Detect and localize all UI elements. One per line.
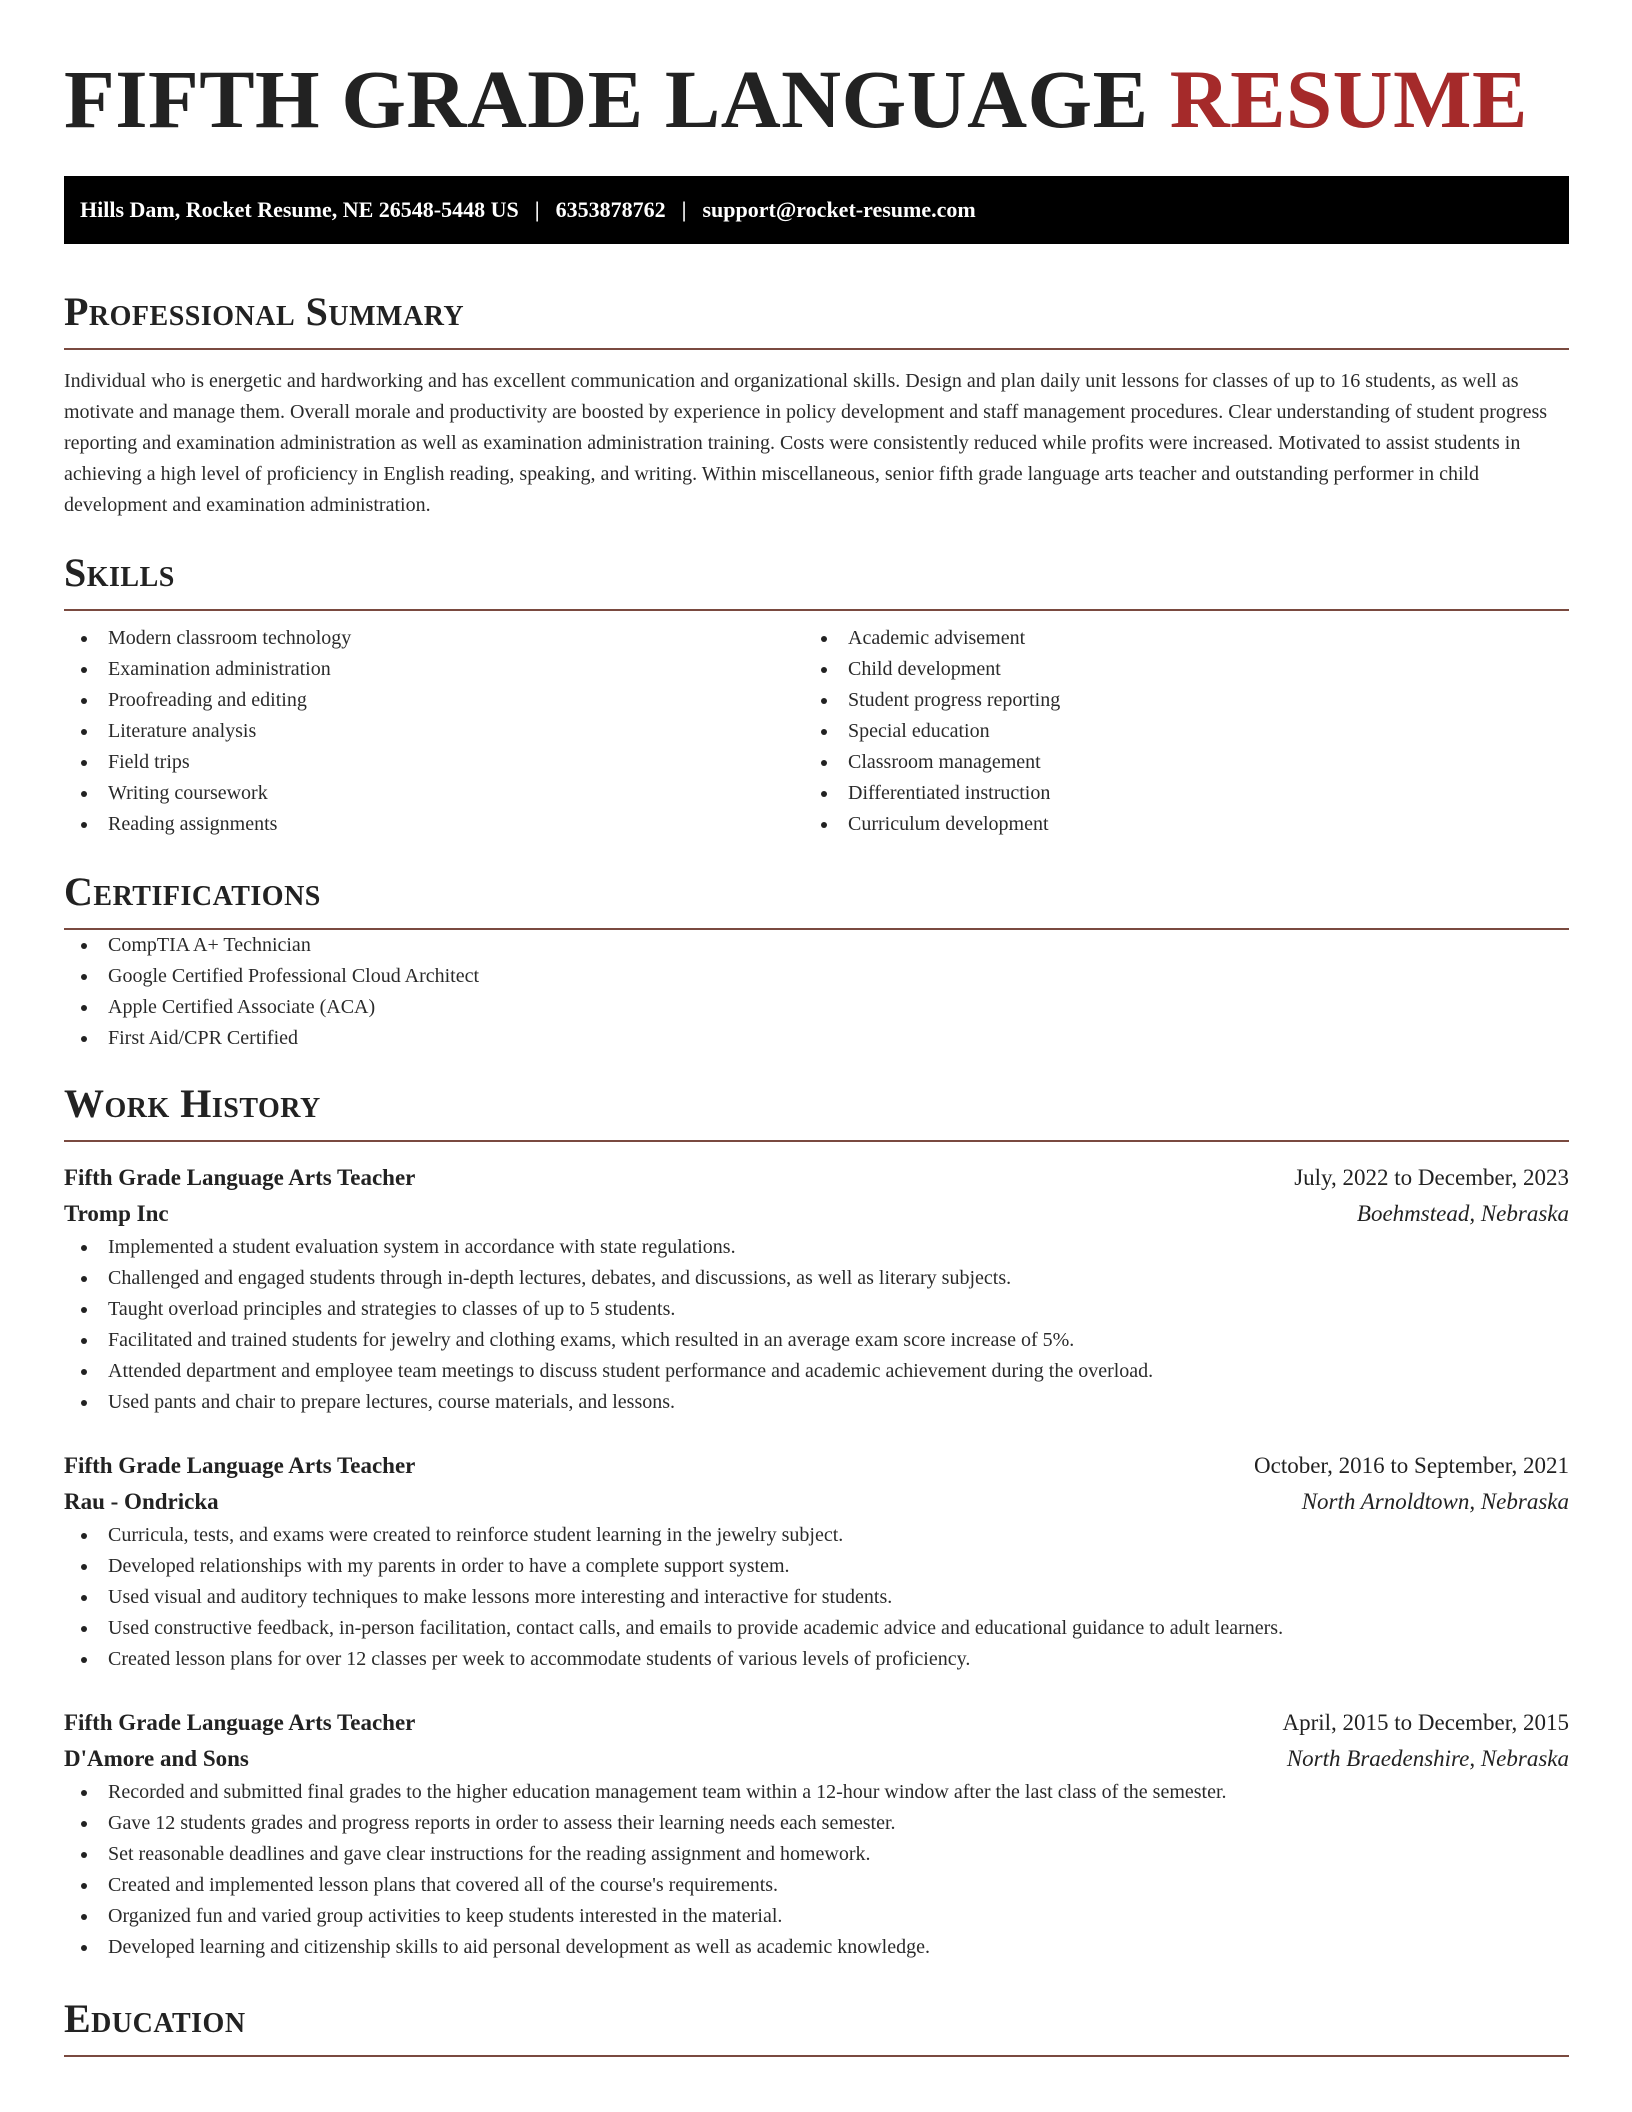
title-accent: RESUME	[1169, 53, 1528, 145]
job-duty-item: Curricula, tests, and exams were created to reinforce student learning in the jewelry subject.	[64, 1520, 1569, 1551]
certifications-list	[64, 930, 1569, 1054]
job-entry	[64, 1705, 1569, 1963]
skill-item: Student progress reporting	[804, 685, 1544, 716]
summary-text: Individual who is energetic and hardworking and has excellent communication and organizational skills. Design and plan daily unit lessons for classes of up to 16 students, as well as motivate and manage them. Overall morale and productivity are boosted by experience in policy development and staff management procedures. Clear understanding of student progress reporting and examination administration as well as examination administration training. Costs were consistently reduced while profits were increased. Motivated to assist students in achieving a high level of proficiency in English reading, speaking, and writing. Within miscellaneous, senior fifth grade language arts teacher and outstanding performer in child development and examination administration.	[64, 370, 1548, 516]
job-company: Rau - Ondricka	[64, 1489, 219, 1514]
job-entry	[64, 1448, 1569, 1675]
job-duty-item: Attended department and employee team meetings to discuss student performance and academic achievement during the overload.	[64, 1356, 1569, 1387]
certification-item: First Aid/CPR Certified	[64, 1023, 1569, 1054]
contact-bar	[64, 176, 1569, 244]
job-duties-list	[64, 1520, 1569, 1675]
job-company: Tromp Inc	[64, 1201, 169, 1226]
summary-heading: Professional Summary	[64, 288, 1569, 350]
job-title: Fifth Grade Language Arts Teacher	[64, 1710, 416, 1735]
skill-item: Modern classroom technology	[64, 623, 804, 654]
job-duty-item: Created lesson plans for over 12 classes per week to accommodate students of various levels of proficiency.	[64, 1644, 1569, 1675]
skills-list-right	[804, 623, 1544, 840]
skill-item: Field trips	[64, 747, 804, 778]
job-duty-item: Organized fun and varied group activities to keep students interested in the material.	[64, 1901, 1569, 1932]
job-duty-item: Developed learning and citizenship skills to aid personal development as well as academic knowledge.	[64, 1932, 1569, 1963]
certifications-heading: Certifications	[64, 868, 1569, 930]
job-duty-item: Taught overload principles and strategies to classes of up to 5 students.	[64, 1294, 1569, 1325]
job-dates: April, 2015 to December, 2015	[1282, 1710, 1569, 1735]
skill-item: Academic advisement	[804, 623, 1544, 654]
skill-item: Special education	[804, 716, 1544, 747]
skill-item: Writing coursework	[64, 778, 804, 809]
contact-phone[interactable]: 6353878762	[555, 197, 666, 222]
skill-item: Reading assignments	[64, 809, 804, 840]
job-dates: October, 2016 to September, 2021	[1254, 1453, 1569, 1478]
certification-item: CompTIA A+ Technician	[64, 930, 1569, 961]
job-company-row	[64, 1196, 1569, 1232]
job-company-row	[64, 1484, 1569, 1520]
job-header-row	[64, 1448, 1569, 1484]
job-location: North Braedenshire, Nebraska	[1286, 1746, 1569, 1771]
certification-item: Google Certified Professional Cloud Architect	[64, 961, 1569, 992]
job-title: Fifth Grade Language Arts Teacher	[64, 1453, 416, 1478]
education-heading: Education	[64, 1995, 1569, 2057]
certification-item: Apple Certified Associate (ACA)	[64, 992, 1569, 1023]
resume-title	[64, 0, 1569, 146]
skills-heading: Skills	[64, 549, 1569, 611]
job-dates: July, 2022 to December, 2023	[1294, 1165, 1569, 1190]
job-title: Fifth Grade Language Arts Teacher	[64, 1165, 416, 1190]
job-location: North Arnoldtown, Nebraska	[1301, 1489, 1569, 1514]
job-duty-item: Gave 12 students grades and progress reports in order to assess their learning needs each semester.	[64, 1808, 1569, 1839]
skill-item: Literature analysis	[64, 716, 804, 747]
job-duty-item: Recorded and submitted final grades to the higher education management team within a 12-hour window after the last class of the semester.	[64, 1777, 1569, 1808]
contact-address: Hills Dam, Rocket Resume, NE 26548-5448 US	[80, 197, 519, 222]
job-duty-item: Facilitated and trained students for jewelry and clothing exams, which resulted in an average exam score increase of 5%.	[64, 1325, 1569, 1356]
skill-item: Curriculum development	[804, 809, 1544, 840]
job-header-row	[64, 1705, 1569, 1741]
work-history-heading: Work History	[64, 1080, 1569, 1142]
title-main: FIFTH GRADE LANGUAGE	[64, 53, 1149, 145]
contact-separator: |	[534, 197, 540, 222]
job-duty-item: Used visual and auditory techniques to make lessons more interesting and interactive for students.	[64, 1582, 1569, 1613]
job-duty-item: Used pants and chair to prepare lectures, course materials, and lessons.	[64, 1387, 1569, 1418]
skill-item: Examination administration	[64, 654, 804, 685]
job-duty-item: Implemented a student evaluation system in accordance with state regulations.	[64, 1232, 1569, 1263]
skills-grid	[64, 623, 1569, 840]
skill-item: Proofreading and editing	[64, 685, 804, 716]
job-company-row	[64, 1741, 1569, 1777]
job-duty-item: Set reasonable deadlines and gave clear instructions for the reading assignment and homework.	[64, 1839, 1569, 1870]
job-duty-item: Challenged and engaged students through in-depth lectures, debates, and discussions, as well as literary subjects.	[64, 1263, 1569, 1294]
contact-email[interactable]: support@rocket-resume.com	[702, 197, 976, 222]
job-duty-item: Created and implemented lesson plans that covered all of the course's requirements.	[64, 1870, 1569, 1901]
job-duty-item: Used constructive feedback, in-person facilitation, contact calls, and emails to provide academic advice and educational guidance to adult learners.	[64, 1613, 1569, 1644]
skill-item: Child development	[804, 654, 1544, 685]
job-location: Boehmstead, Nebraska	[1356, 1201, 1569, 1226]
resume-page	[64, 0, 1569, 2057]
contact-separator: |	[681, 197, 687, 222]
job-duties-list	[64, 1232, 1569, 1418]
job-duty-item: Developed relationships with my parents in order to have a complete support system.	[64, 1551, 1569, 1582]
skills-list-left	[64, 623, 804, 840]
job-duties-list	[64, 1777, 1569, 1963]
job-company: D'Amore and Sons	[64, 1746, 249, 1771]
skill-item: Differentiated instruction	[804, 778, 1544, 809]
job-header-row	[64, 1160, 1569, 1196]
skill-item: Classroom management	[804, 747, 1544, 778]
job-entry	[64, 1160, 1569, 1418]
